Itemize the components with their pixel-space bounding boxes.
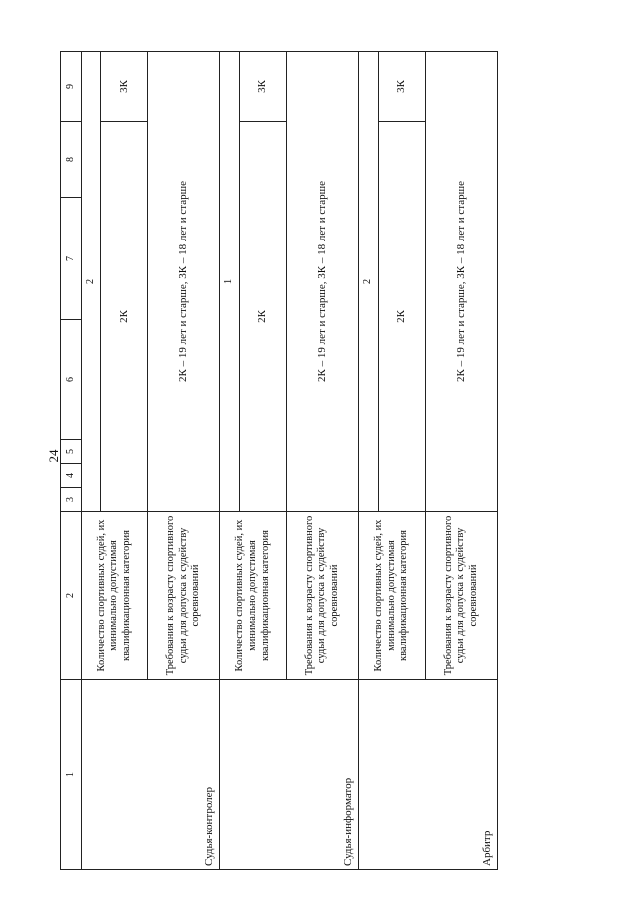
rotated-table-container bbox=[60, 52, 498, 870]
count-label: Количество спортивных судей, их минимально допустимая квалификационная категория bbox=[81, 512, 148, 680]
page-number: 24 bbox=[46, 449, 61, 463]
header-cell: 5 bbox=[61, 440, 82, 464]
role-name: Судья-информатор bbox=[220, 680, 359, 870]
age-label: Требования к возрасту спортивного судьи для допуска к судейству соревнований bbox=[425, 512, 497, 680]
age-value: 2К – 19 лет и старше, 3К – 18 лет и старше bbox=[148, 52, 220, 512]
age-label: Требования к возрасту спортивного судьи для допуска к судейству соревнований bbox=[287, 512, 359, 680]
count-value: 1 bbox=[220, 52, 240, 512]
category-value: 2К bbox=[239, 122, 286, 512]
header-cell: 2 bbox=[61, 512, 82, 680]
header-cell: 9 bbox=[61, 52, 82, 122]
category-value-col9: 3К bbox=[378, 52, 425, 122]
table-row bbox=[359, 52, 379, 870]
age-value: 2К – 19 лет и старше, 3К – 18 лет и старше bbox=[425, 52, 497, 512]
header-cell: 4 bbox=[61, 464, 82, 488]
category-value: 2К bbox=[378, 122, 425, 512]
category-value-col9: 3К bbox=[239, 52, 286, 122]
header-row bbox=[61, 52, 82, 870]
count-label: Количество спортивных судей, их минимально допустимая квалификационная категория bbox=[359, 512, 426, 680]
table-row bbox=[220, 52, 240, 870]
header-cell: 8 bbox=[61, 122, 82, 198]
header-cell: 3 bbox=[61, 488, 82, 512]
referee-requirements-table bbox=[60, 51, 498, 870]
role-name: Арбитр bbox=[359, 680, 498, 870]
count-label: Количество спортивных судей, их минимально допустимая квалификационная категория bbox=[220, 512, 287, 680]
age-value: 2К – 19 лет и старше, 3К – 18 лет и старше bbox=[287, 52, 359, 512]
age-label: Требования к возрасту спортивного судьи для допуска к судейству соревнований bbox=[148, 512, 220, 680]
role-name: Судья-контролер bbox=[81, 680, 220, 870]
count-value: 2 bbox=[81, 52, 101, 512]
category-value-col9: 3К bbox=[101, 52, 148, 122]
table-row bbox=[81, 52, 101, 870]
count-value: 2 bbox=[359, 52, 379, 512]
header-cell: 7 bbox=[61, 198, 82, 320]
header-cell: 1 bbox=[61, 680, 82, 870]
category-value: 2К bbox=[101, 122, 148, 512]
header-cell: 6 bbox=[61, 320, 82, 440]
